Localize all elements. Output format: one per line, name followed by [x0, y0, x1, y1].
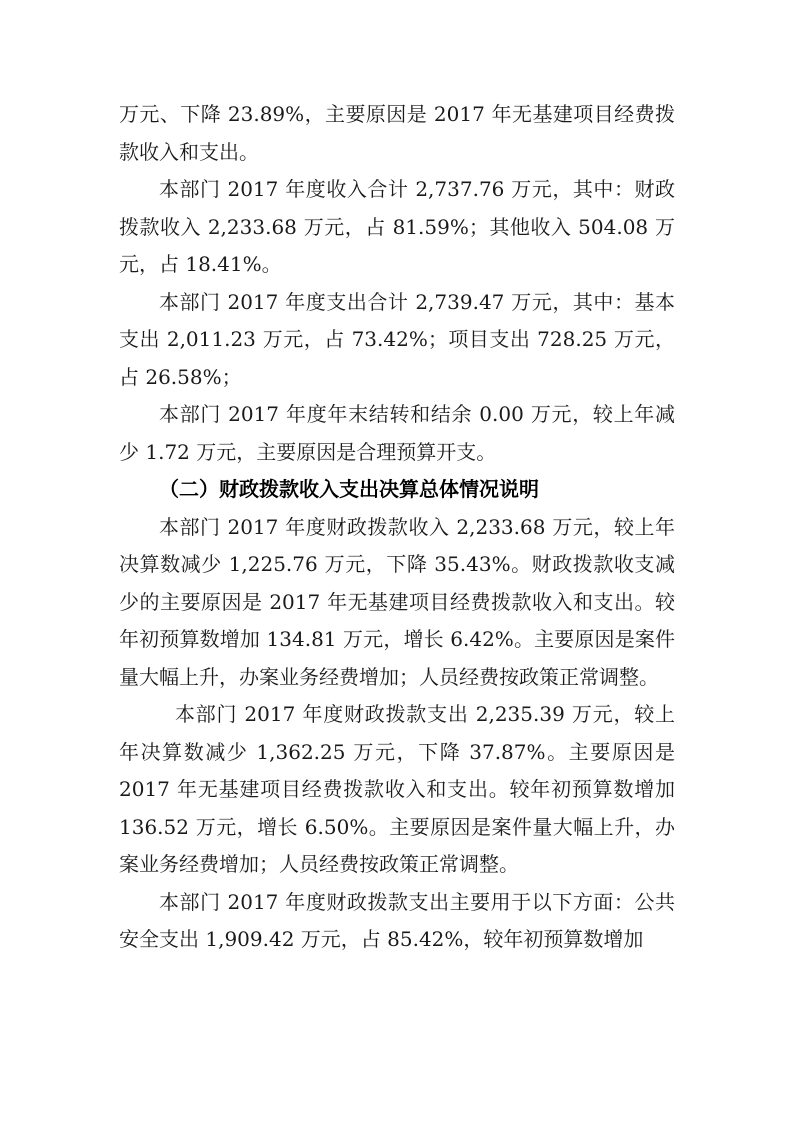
section-heading: （二）财政拨款收入支出决算总体情况说明: [159, 477, 539, 501]
paragraph-total-expenditure: 本部门 2017 年度支出合计 2,739.47 万元，其中：基本支出 2,011.23 万元，占 73.42%；项目支出 728.25 万元，占 26.58%；: [119, 289, 675, 389]
paragraph-continuation: 万元、下降 23.89%，主要原因是 2017 年无基建项目经费拨款收入和支出。: [119, 102, 675, 164]
paragraph-expenditure-uses: 本部门 2017 年度财政拨款支出主要用于以下方面：公共安全支出 1,909.42 万元，占 85.42%，较年初预算数增加: [119, 889, 675, 951]
paragraph-total-income: 本部门 2017 年度收入合计 2,737.76 万元，其中：财政拨款收入 2,233.68 万元，占 81.59%；其他收入 504.08 万元，占 18.41%。: [119, 177, 675, 276]
paragraph-year-end-balance: 本部门 2017 年度年末结转和结余 0.00 万元，较上年减少 1.72 万元，主要原因是合理预算开支。: [119, 402, 675, 464]
document-body: [119, 96, 675, 959]
paragraph-fiscal-expenditure: 本部门 2017 年度财政拨款支出 2,235.39 万元，较上年决算数减少 1,362.25 万元，下降 37.87%。主要原因是 2017 年无基建项目经费拨款收入和支出。较年初预算数增加 136.52 万元，增长 6.50%。主要原因是案件量大幅上升，办案业务经费增加；人员经费按政策正常调整。: [119, 702, 675, 876]
paragraph-fiscal-income: 本部门 2017 年度财政拨款收入 2,233.68 万元，较上年决算数减少 1,225.76 万元，下降 35.43%。财政拨款收支减少的主要原因是 2017 年无基建项目经费拨款收入和支出。较年初预算数增加 134.81 万元，增长 6.42%。主要原因是案件量大幅上升，办案业务经费增加；人员经费按政策正常调整。: [119, 514, 675, 689]
